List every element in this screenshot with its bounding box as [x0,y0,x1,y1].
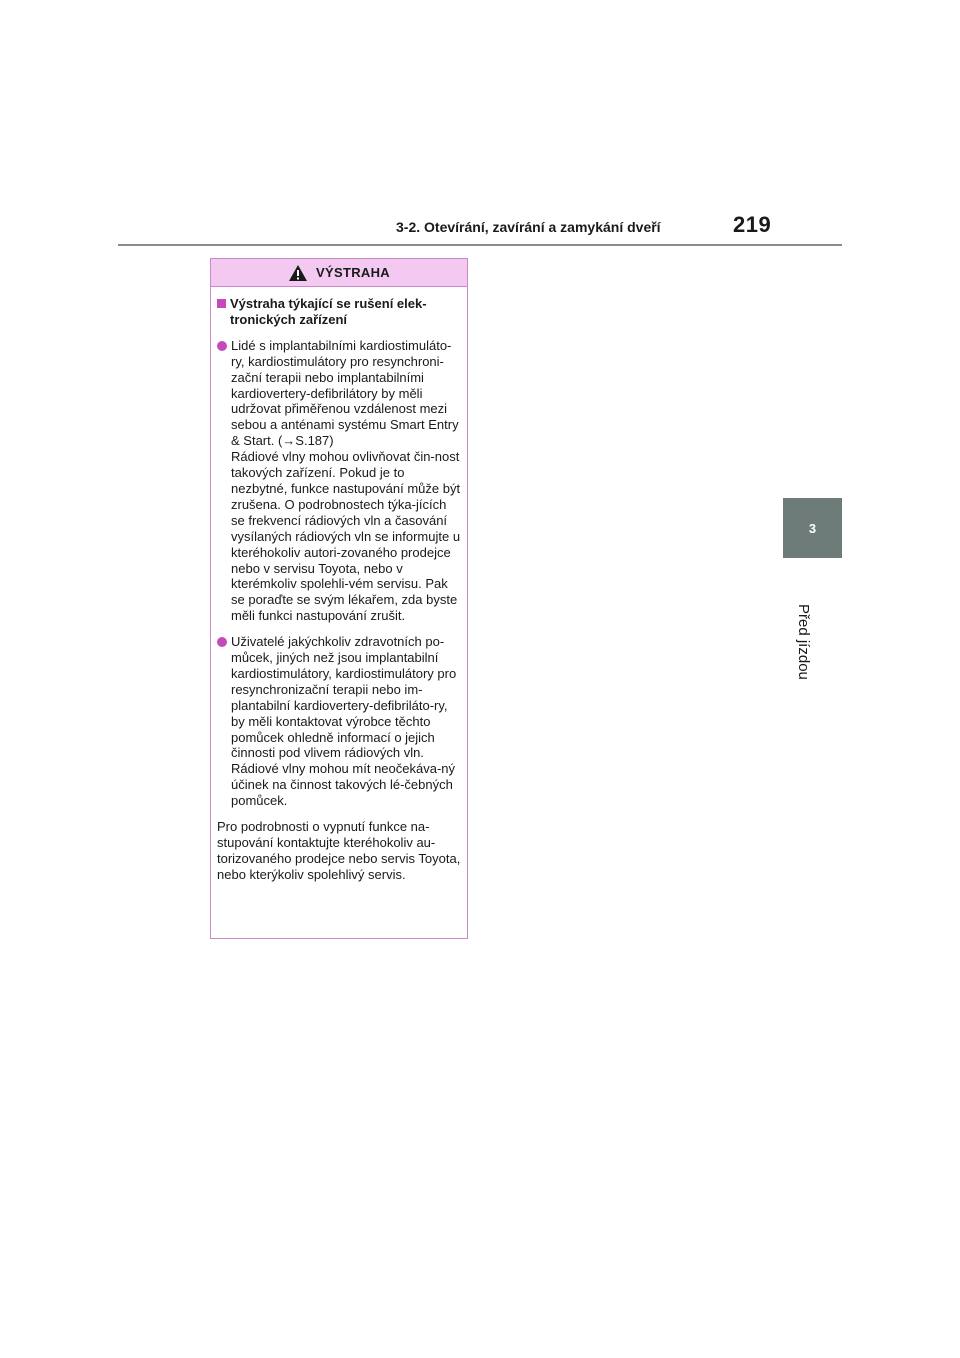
warning-body [211,287,467,883]
bullet-paragraph: Rádiové vlny mohou mít neočekáva-ný účinek na činnost takových lé-čebných pomůcek. [231,761,456,809]
bullet-paragraph: Uživatelé jakýchkoliv zdravotních po-můcek, jiných než jsou implantabilní kardiostimulátory, kardiostimulátory pro resynchronizační terapii nebo im-plantabilní kardiovertery-defibriláto-ry, by měli kontaktovat výrobce těchto pomůcek ohledně informací o jejich činnosti pod vlivem rádiových vln. [231,634,457,761]
warning-title: VÝSTRAHA [316,265,390,280]
bullet-item-text [231,634,461,809]
bullet-item [217,634,461,809]
warning-heading [217,296,461,328]
bullet-item [217,338,461,624]
warning-header [211,259,467,287]
bullet-paragraph: Rádiové vlny mohou ovlivňovat čin-nost takových zařízení. Pokud je to nezbytné, funkce nastupování může být zrušena. O podrobnostech týka-jících se frekvencí rádiových vln a časování vysílaných rádiových vln se informujte u kteréhokoliv autori-zovaného prodejce nebo v servisu Toyota, nebo v kterémkoliv spolehli-vém servisu. Pak se poraďte se svým lékařem, zda byste měli funkci nastupování zrušit. [231,449,461,624]
warning-triangle-icon [288,264,308,282]
warning-footer-text: Pro podrobnosti o vypnutí funkce na-stupování kontaktujte kteréhokoliv au-torizovaného prodejce nebo servis Toyota, nebo kterýkoliv spolehlivý servis. [217,819,461,882]
chapter-label: Před jízdou [795,604,812,680]
circle-bullet-icon [217,637,227,647]
circle-bullet-icon [217,341,227,351]
section-title: 3-2. Otevírání, zavírání a zamykání dveří [396,219,661,235]
warning-heading-text: Výstraha týkající se rušení elek-tronických zařízení [230,296,427,327]
page-number: 219 [733,212,772,237]
warning-box [210,258,468,939]
header-divider [118,244,842,246]
square-bullet-icon [217,299,226,308]
bullet-paragraph: Lidé s implantabilními kardiostimuláto-ry, kardiostimulátory pro resynchroni-zační terapii nebo implantabilními kardiovertery-defibrilátory by měli udržovat přiměřenou vzdálenost mezi sebou a anténami systému Smart Entry & Start. (→S.187) [231,337,459,449]
chapter-tab [783,498,842,558]
chapter-number: 3 [808,520,817,536]
bullet-item-text [231,338,461,624]
